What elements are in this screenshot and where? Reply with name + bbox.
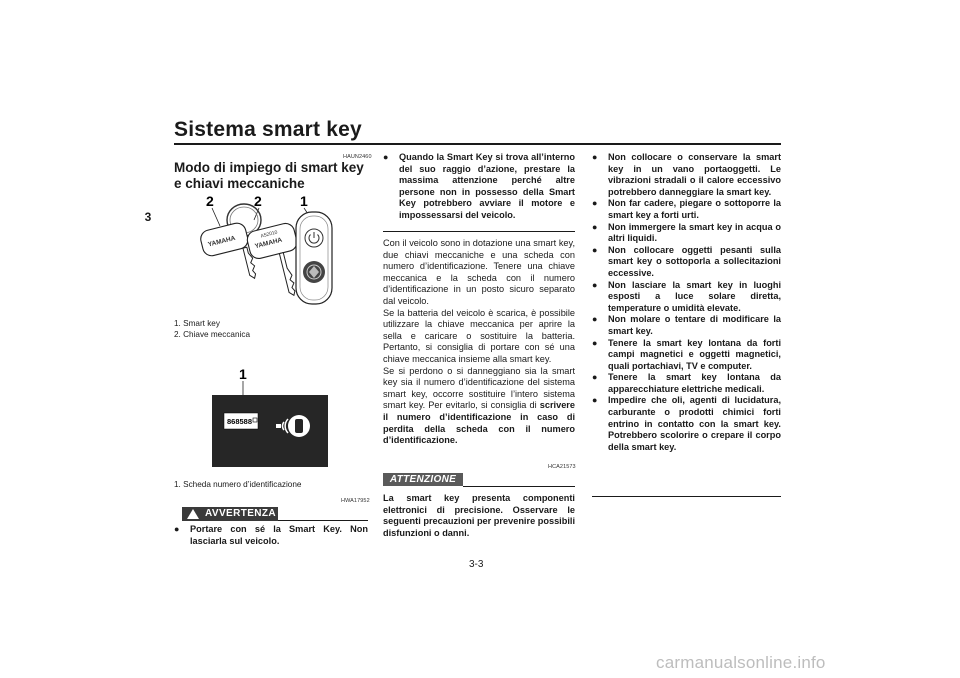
caution-text: La smart key presenta componenti elettronici di precisione. Osservare le seguenti precauzioni per prevenire possibili disfunzioni o danni. [383, 493, 575, 538]
caution-item: ● Non molare o tentare di modificare la smart key. [592, 314, 781, 337]
title-rule [174, 143, 781, 145]
key-code: A52010 [259, 229, 279, 240]
figure-callout: 1 [300, 193, 308, 209]
warning-item: ● Quando la Smart Key si trova all’interno del suo raggio d’azione, prestare la massima attenzione perché altre persone non in possesso della Smart Key potrebbero avviare il motore e impossessarsi del veicolo. [383, 152, 575, 222]
page-number: 3-3 [469, 559, 484, 570]
section-code: HWA17952 [341, 498, 370, 504]
caution-item: ● Non far cadere, piegare o sottoporre la smart key a forti urti. [592, 198, 781, 221]
id-number: 868588 [227, 417, 253, 426]
warning-rule [278, 520, 368, 521]
body-paragraph: Se si perdono o si danneggiano sia la smart key sia il numero d’identificazione del sistema smart key, occorre sostituire l’intero sistema smart key. Per evitarlo, si consiglia di scrivere il numero d’identificazione in caso di perdita della scheda con il numero d’identificazione. [383, 365, 575, 446]
warning-end-rule [383, 231, 575, 232]
key-logo: YAMAHA [207, 234, 237, 249]
caution-item: ● Non collocare o conservare la smart key in un vano portaoggetti. Le vibrazioni stradali o il calore eccessivo potrebbero danneggiare la smart key. [592, 152, 781, 198]
chapter-tab: 3 [144, 210, 152, 224]
body-paragraph: Con il veicolo sono in dotazione una smart key, due chiavi meccaniche e una scheda con numero d’identificazione. Tenere una chiave meccanica e la scheda con il numero d’identificazione in un posto sicuro separato dal veicolo. [383, 238, 575, 306]
warning-list [174, 524, 368, 547]
section-code: HAUN2460 [343, 154, 372, 160]
body-paragraph: Se la batteria del veicolo è scarica, è possibile utilizzare la chiave meccanica per aprire la sella e caricare o sostituire la batteria. Pertanto, si consiglia di portare con sé una chiave meccanica insieme alla smart key. [383, 307, 575, 364]
figure-caption: 1. Smart key [174, 319, 220, 328]
caution-badge: ATTENZIONE [383, 473, 463, 486]
section-code: HCA21573 [548, 464, 576, 470]
caution-item: ● Tenere la smart key lontana da forti campi magnetici e oggetti magnetici, quali portachiavi, TV e computer. [592, 338, 781, 373]
warning-badge: AVVERTENZA [182, 507, 278, 521]
figure-caption: 1. Scheda numero d’identificazione [174, 480, 302, 489]
section-heading: Modo di impiego di smart key e chiavi meccaniche [174, 160, 364, 191]
warning-icon [187, 509, 199, 519]
warning-list [383, 152, 575, 222]
warning-item: ● Portare con sé la Smart Key. Non lasciarla sul veicolo. [174, 524, 368, 547]
caution-rule [463, 486, 575, 487]
caution-item: ● Tenere la smart key lontana da apparecchiature elettriche medicali. [592, 372, 781, 395]
watermark: carmanualsonline.info [656, 653, 826, 672]
caution-item: ● Non lasciare la smart key in luoghi esposti a luce solare diretta, temperature o umidità elevate. [592, 280, 781, 315]
keys-figure [196, 190, 366, 312]
page-title: Sistema smart key [174, 118, 362, 141]
figure-callout: 2 [254, 193, 262, 209]
figure-callout: 1 [239, 366, 247, 382]
caution-item: ● Non collocare oggetti pesanti sulla smart key o sottoporla a sollecitazioni eccessive. [592, 245, 781, 280]
caution-list [592, 152, 781, 453]
id-card-figure [210, 365, 330, 470]
caution-end-rule [592, 496, 781, 497]
key-logo: YAMAHA [254, 236, 283, 251]
figure-callout: 2 [206, 193, 214, 209]
figure-caption: 2. Chiave meccanica [174, 330, 250, 339]
caution-item: ● Impedire che oli, agenti di lucidatura, carburante o prodotti chimici forti entrino in contatto con la smart key. Potrebbero scolorire o crepare il corpo della smart key. [592, 395, 781, 453]
caution-item: ● Non immergere la smart key in acqua o altri liquidi. [592, 222, 781, 245]
